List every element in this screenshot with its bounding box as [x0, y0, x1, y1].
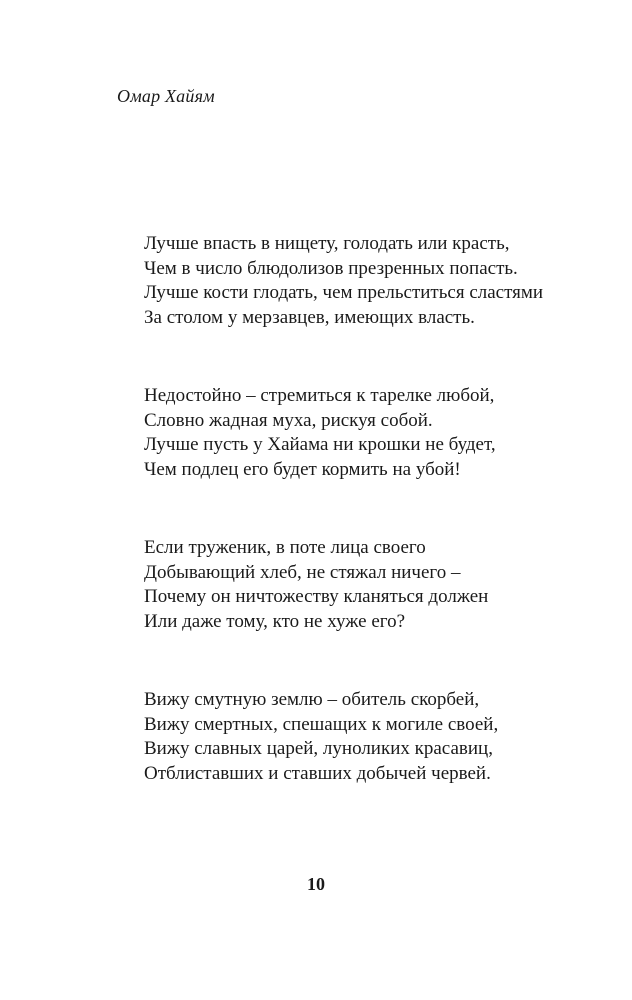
poem-line: Вижу славных царей, луноликих красавиц,: [144, 738, 493, 759]
poem-line: Лучше впасть в нищету, голодать или красть,: [144, 233, 510, 254]
poem-line: Вижу смертных, спешащих к могиле своей,: [144, 713, 499, 735]
poem-line: Словно жадная муха, рискуя собой.: [144, 409, 433, 431]
poem: [144, 232, 604, 840]
poem-line: Лучше пусть у Хайама ни крошки не будет,: [144, 434, 496, 455]
poem-line: Недостойно – стремиться к тарелке любой,: [144, 385, 495, 406]
page-number: 10: [307, 874, 325, 894]
stanza-1: [144, 232, 604, 330]
poem-line: Отблиставших и ставших добычей червей.: [144, 762, 491, 784]
poem-line: За столом у мерзавцев, имеющих власть.: [144, 306, 475, 328]
poem-line: Чем в число блюдолизов презренных попасть.: [144, 257, 518, 279]
poem-line: Почему он ничтожеству кланяться должен: [144, 586, 489, 607]
poem-line: Если труженик, в поте лица своего: [144, 537, 426, 558]
stanza-3: [144, 536, 604, 634]
poem-line: Лучше кости глодать, чем прельститься сластями: [144, 282, 544, 303]
running-head: Омар Хайям: [117, 86, 215, 106]
poem-line: Чем подлец его будет кормить на убой!: [144, 458, 461, 480]
poem-line: Добывающий хлеб, не стяжал ничего –: [144, 561, 461, 583]
poem-line: Вижу смутную землю – обитель скорбей,: [144, 689, 480, 710]
stanza-2: [144, 384, 604, 482]
poem-line: Или даже тому, кто не хуже его?: [144, 610, 405, 632]
stanza-4: [144, 688, 604, 786]
